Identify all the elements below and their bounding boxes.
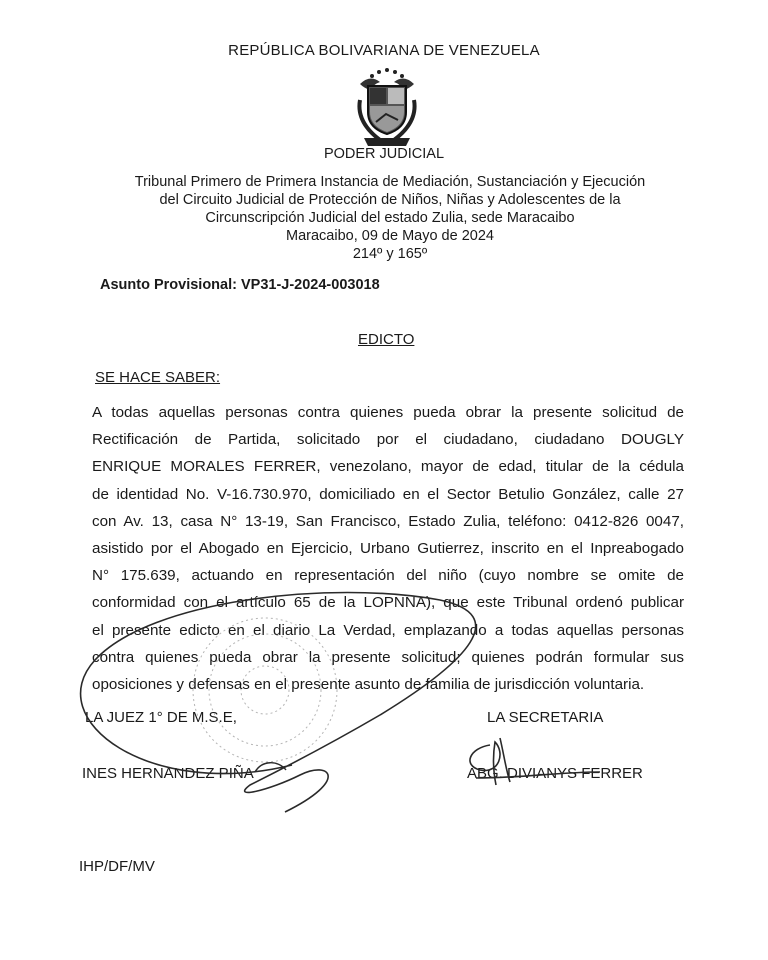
judge-name: INES HERNANDEZ PIÑA: [82, 765, 254, 782]
body-line: N° 175.639, actuando en representación del niño (cuyo nombre se omite de: [92, 567, 684, 585]
body-line: con Av. 13, casa N° 13-19, San Francisco, Estado Zulia, teléfono: 0412-826 0047,: [92, 512, 684, 530]
tribunal-line: Tribunal Primero de Primera Instancia de Mediación, Sustanciación y Ejecución: [134, 174, 646, 190]
judge-signature-tail: [255, 763, 286, 772]
edict-body: [92, 399, 684, 698]
body-line: A todas aquellas personas contra quienes pueda obrar la presente solicitud de: [92, 404, 684, 421]
years-line: 214º y 165º: [352, 246, 428, 262]
coat-of-arms-icon: [350, 66, 424, 148]
secretary-name: ABG. DIVIANYS FERRER: [467, 765, 643, 782]
date-line: Maracaibo, 09 de Mayo de 2024: [286, 228, 494, 244]
body-line: conformidad con el artículo 65 de la LOPNNA), que este Tribunal ordenó publicar: [92, 594, 684, 612]
republic-heading: REPÚBLICA BOLIVARIANA DE VENEZUELA: [228, 42, 540, 59]
body-line: el presente edicto en el diario La Verdad, emplazando a todas aquellas personas: [92, 621, 684, 639]
document-title: EDICTO: [358, 331, 415, 348]
body-line: de identidad No. V-16.730.970, domiciliado en el Sector Betulio González, calle 27: [92, 485, 684, 503]
tribunal-line: del Circuito Judicial de Protección de Niños, Niñas y Adolescentes de la: [159, 192, 621, 208]
tribunal-header: [100, 173, 680, 263]
body-line: oposiciones y defensas en el presente asunto de familia de jurisdicción voluntaria.: [92, 676, 645, 694]
body-line: Rectificación de Partida, solicitado por el ciudadano, ciudadano DOUGLY: [92, 431, 684, 449]
tribunal-line: Circunscripción Judicial del estado Zulia, sede Maracaibo: [205, 210, 575, 226]
secretary-title: LA SECRETARIA: [487, 709, 604, 726]
body-line: ENRIQUE MORALES FERRER, venezolano, mayor de edad, titular de la cédula: [92, 458, 684, 476]
body-line: contra quienes pueda obrar la presente solicitud; quienes podrán formular sus: [92, 648, 684, 666]
body-line: asistido por el Abogado en Ejercicio, Urbano Gutierrez, inscrito en el Inpreabogado: [92, 540, 684, 558]
judge-title: LA JUEZ 1° DE M.S.E,: [85, 709, 237, 726]
notice-heading: SE HACE SABER:: [95, 369, 221, 386]
judicial-power-heading: PODER JUDICIAL: [323, 146, 445, 162]
initials: IHP/DF/MV: [79, 858, 155, 875]
case-number: Asunto Provisional: VP31-J-2024-003018: [100, 277, 380, 293]
